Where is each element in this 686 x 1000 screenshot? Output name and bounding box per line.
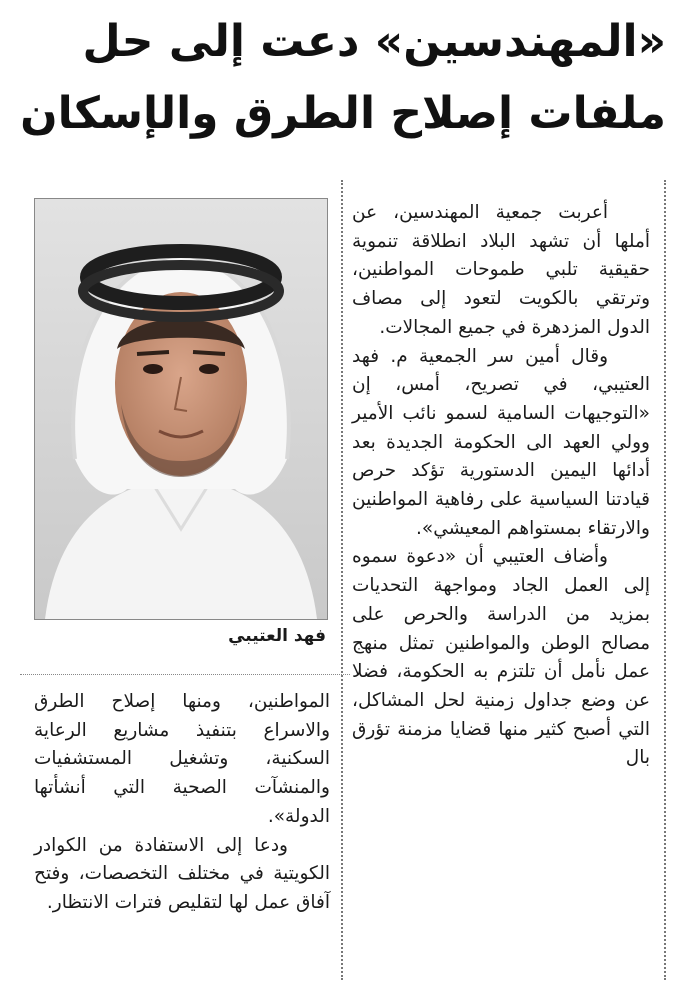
article-paragraph: وقال أمين سر الجمعية م. فهد العتيبي، في تصريح، أمس، إن «التوجيهات السامية لسمو نائب الأمير وولي العهد الى الحكومة الجديدة بعد أدائها اليمين الدستورية تؤكد حرص قيادتنا السياسية على رفاهية المواطنين والارتقاء بمستواهم المعيشي». (352, 345, 650, 539)
article-paragraph: أعربت جمعية المهندسين، عن أملها أن تشهد البلاد انطلاقة تنموية حقيقية تلبي طموحات المواطنين، وترتقي بالكويت لتعود إلى مصاف الدول المزدهرة في جميع المجالات. (352, 202, 650, 338)
headline-line-1: «المهندسين» دعت إلى حل (82, 16, 666, 67)
portrait-photo (34, 198, 328, 620)
article-paragraph: المواطنين، ومنها إصلاح الطرق والاسراع بتنفيذ مشاريع الرعاية السكنية، وتشغيل المستشفيات والمنشآت الصحية التي أنشأتها الدولة». (34, 691, 330, 827)
article-paragraph: ودعا إلى الاستفادة من الكوادر الكويتية في مختلف التخصصات، وفتح آفاق عمل لها لتقليص فترات الانتظار. (34, 834, 330, 913)
article-paragraph: وأضاف العتيبي أن «دعوة سموه إلى العمل الجاد ومواجهة التحديات بمزيد من الدراسة والحرص على مصالح الوطن والمواطنين تمثل منهج عمل نأمل أن تلتزم به الحكومة، فضلا عن وضع جداول زمنية لحل المشاكل، التي أصبح كثير منها قضايا مزمنة تؤرق بال (352, 546, 650, 769)
headline (20, 6, 666, 150)
column-separator (341, 180, 343, 980)
photo-caption: فهد العتيبي (228, 626, 326, 646)
caption-divider (20, 674, 350, 675)
portrait-illustration (35, 199, 327, 619)
column-separator-outer (664, 180, 666, 980)
article-column-right (352, 199, 650, 773)
headline-line-2: ملفات إصلاح الطرق والإسكان (20, 88, 666, 139)
article-column-left (34, 688, 330, 918)
